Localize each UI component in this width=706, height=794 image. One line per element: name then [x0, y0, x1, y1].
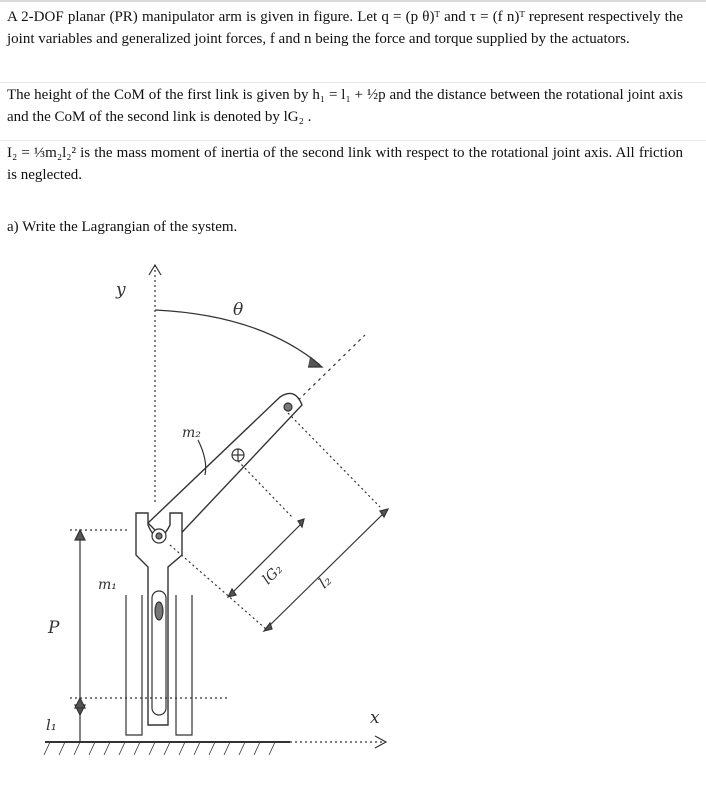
- divider-2: [0, 140, 706, 141]
- problem-text-1: A 2-DOF planar (PR) manipulator arm is given in figure. Let q = (p θ)ᵀ and τ = (f n)ᵀ represent respectively the joint variables and generalized joint forces, f and n being the force and torque supplied by the actuators.: [7, 9, 683, 47]
- label-x: x: [370, 708, 380, 728]
- theta-arrow: [308, 357, 322, 367]
- label-theta: θ: [233, 300, 244, 320]
- l2-dimension: [266, 511, 386, 629]
- link-2-tip: [284, 403, 292, 411]
- ground-hatch: [44, 742, 275, 755]
- divider-1: [0, 82, 706, 83]
- label-p: P: [48, 618, 60, 638]
- problem-text-3: I₂ = ⅓m₂l₂² is the mass moment of inertia of the second link with respect to the rotational joint axis. All friction is neglected.: [7, 145, 683, 183]
- question-text: a) Write the Lagrangian of the system.: [7, 219, 238, 235]
- top-rule: [0, 0, 706, 2]
- slider: [155, 602, 163, 620]
- paragraph-1: [7, 6, 683, 50]
- problem-text-2: The height of the CoM of the first link is given by h₁ = l₁ + ½p and the distance between the rotational joint axis and the CoM of the second link is denoted by lG₂ .: [7, 87, 683, 125]
- question-a: [7, 216, 683, 238]
- paragraph-3: [7, 142, 683, 186]
- paragraph-2: [7, 84, 683, 128]
- label-l1: l₁: [46, 716, 57, 734]
- label-m2: m₂: [182, 425, 201, 441]
- manipulator-figure: [30, 255, 430, 775]
- label-m1: m₁: [98, 577, 117, 593]
- label-y: y: [116, 280, 126, 300]
- label-lG2: lG₂: [259, 561, 286, 588]
- label-l2: l₂: [315, 571, 335, 593]
